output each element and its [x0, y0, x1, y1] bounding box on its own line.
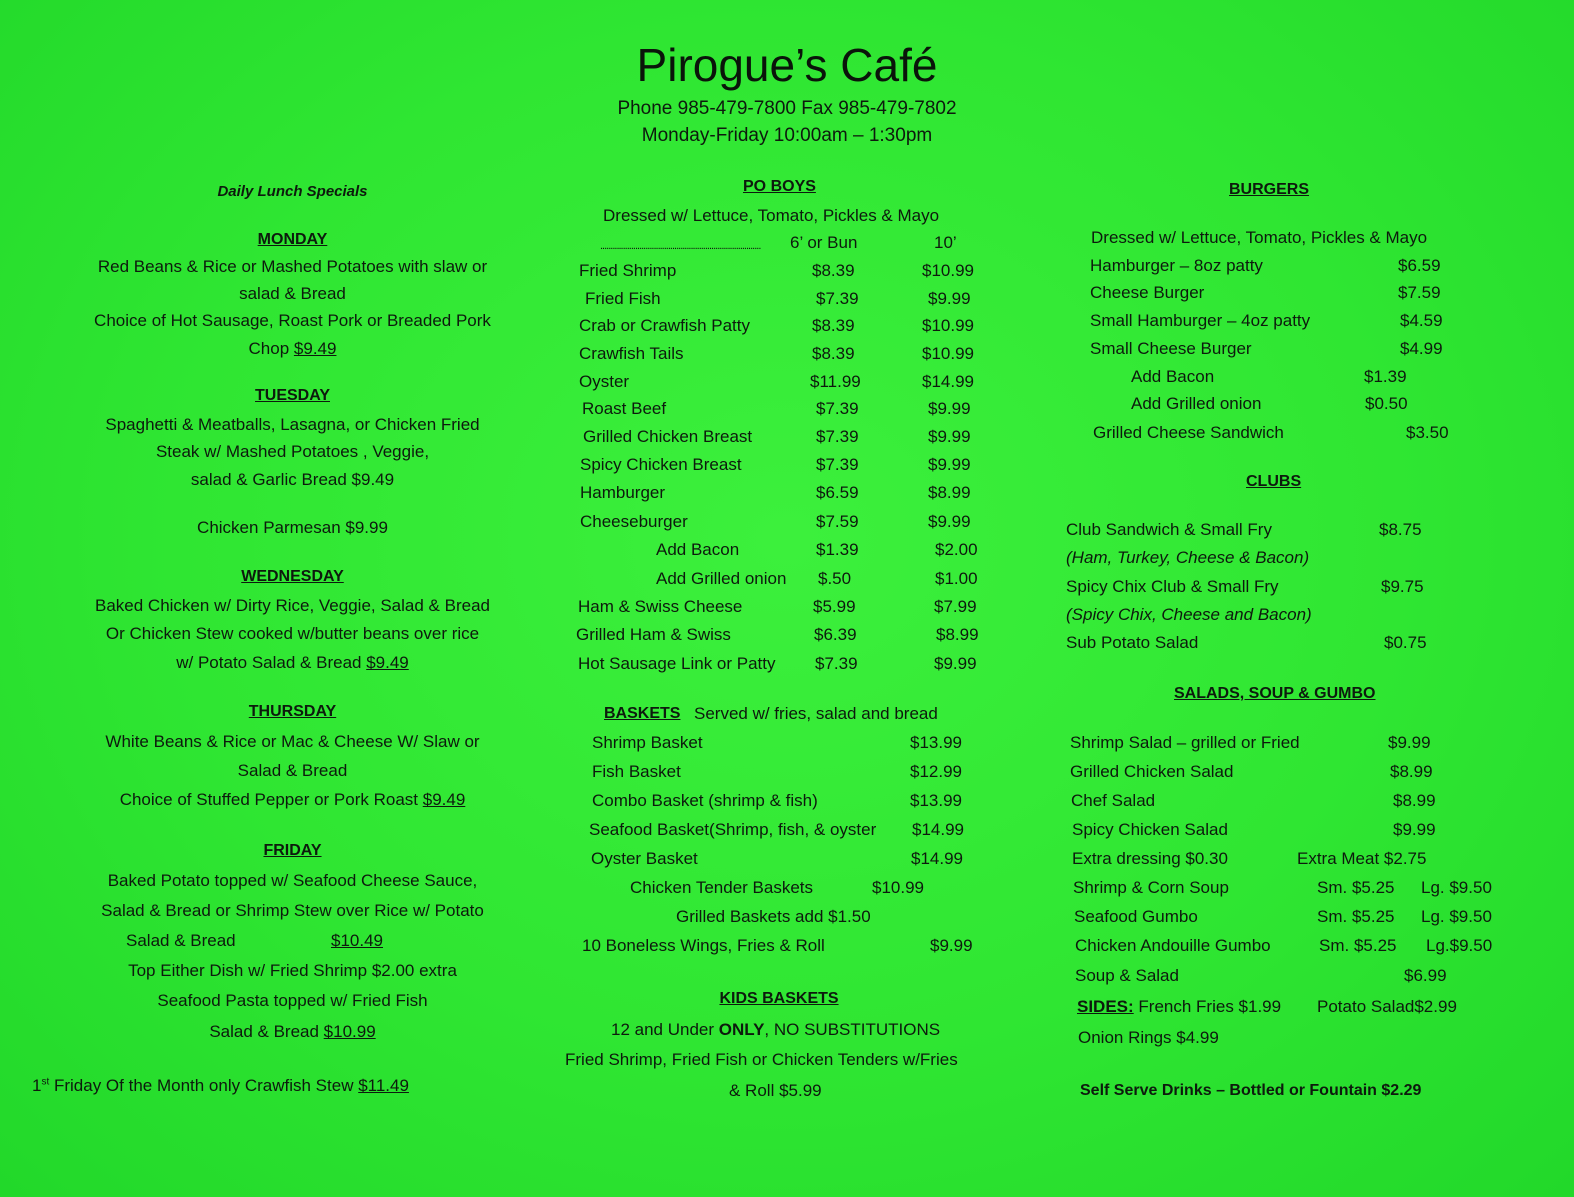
poboy-name: Fried Fish	[585, 289, 661, 308]
poboy-large-price: $10.99	[922, 261, 974, 280]
burger-name: Hamburger – 8oz patty	[1090, 256, 1263, 275]
poboy-large-price: $10.99	[922, 344, 974, 363]
friday-pasta-price: $10.99	[323, 1022, 376, 1041]
poboy-name: Crawfish Tails	[579, 344, 684, 363]
poboy-large-price: $8.99	[928, 483, 971, 502]
poboy-name: Grilled Chicken Breast	[583, 427, 753, 446]
wings-price: $9.99	[930, 936, 973, 955]
poboy-name: Crab or Crawfish Patty	[579, 316, 750, 335]
basket-price: $13.99	[910, 733, 962, 752]
poboy-small-price: $6.59	[816, 483, 859, 502]
tender-basket-price: $10.99	[872, 878, 924, 897]
basket-price: $13.99	[910, 791, 962, 810]
soup-name: Shrimp & Corn Soup	[1073, 878, 1229, 897]
poboy-name: Spicy Chicken Breast	[580, 455, 742, 474]
salad-name: Shrimp Salad – grilled or Fried	[1070, 733, 1300, 752]
friday-price: $10.49	[331, 931, 383, 950]
monday-price: $9.49	[293, 339, 337, 358]
burger-price: $6.59	[1398, 256, 1441, 275]
wednesday-price: $9.49	[366, 653, 409, 672]
burger-price: $4.99	[1400, 339, 1443, 358]
burgers-heading: BURGERS	[1229, 181, 1310, 198]
burger-add-bacon-price: $1.39	[1364, 367, 1407, 386]
hours: Monday-Friday 10:00am – 1:30pm	[641, 125, 933, 146]
poboys-heading: PO BOYS	[743, 178, 816, 195]
monday-chop: Chop	[248, 339, 294, 358]
poboy-large-price: $1.00	[935, 569, 978, 588]
wednesday-line: Baked Chicken w/ Dirty Rice, Veggie, Salad & Bread	[95, 596, 490, 615]
poboys-col-large: 10’	[934, 233, 957, 252]
basket-price: $12.99	[910, 762, 962, 781]
poboy-large-price: $10.99	[922, 316, 974, 335]
poboy-large-price: $9.99	[928, 427, 971, 446]
salad-price: $9.99	[1393, 820, 1436, 839]
poboy-small-price: $.50	[818, 569, 852, 588]
basket-name: Seafood Basket(Shrimp, fish, & oyster	[589, 820, 877, 839]
thursday-line	[30, 790, 555, 810]
wednesday-line: Or Chicken Stew cooked w/butter beans over rice	[105, 624, 480, 643]
salad-price: $8.99	[1390, 762, 1433, 781]
side-fries: French Fries $1.99	[1133, 997, 1282, 1016]
soup-large-price: Lg. $9.50	[1421, 907, 1492, 926]
basket-name: Shrimp Basket	[592, 733, 703, 752]
tuesday-heading: TUESDAY	[255, 387, 330, 404]
tender-basket-name: Chicken Tender Baskets	[630, 878, 814, 897]
sub-potato-salad-price: $0.75	[1384, 633, 1427, 652]
salad-price: $8.99	[1393, 791, 1436, 810]
club-price: $8.75	[1379, 520, 1422, 539]
poboy-small-price: $8.39	[812, 261, 855, 280]
poboy-small-price: $5.99	[813, 597, 856, 616]
burger-price: $7.59	[1398, 283, 1441, 302]
friday-line: Seafood Pasta topped w/ Fried Fish	[157, 991, 428, 1010]
first-friday-line	[32, 1076, 409, 1096]
basket-name: Fish Basket	[592, 762, 681, 781]
soup-large-price: Lg.$9.50	[1426, 936, 1493, 955]
poboy-large-price: $7.99	[934, 597, 977, 616]
club-name: Club Sandwich & Small Fry	[1066, 520, 1272, 539]
burger-add-onion: Add Grilled onion	[1131, 394, 1262, 413]
first-friday-sup: st	[41, 1076, 50, 1088]
friday-line: Top Either Dish w/ Fried Shrimp $2.00 extra	[128, 961, 457, 980]
poboy-small-price: $8.39	[812, 316, 855, 335]
first-friday-num: 1	[32, 1076, 42, 1095]
side-potato-salad: Potato Salad$2.99	[1317, 997, 1457, 1016]
kids-only: ONLY	[718, 1020, 765, 1039]
monday-line: Red Beans & Rice or Mashed Potatoes with slaw or	[97, 257, 488, 276]
wednesday-text: w/ Potato Salad & Bread	[176, 653, 367, 672]
soup-name: Seafood Gumbo	[1074, 907, 1198, 926]
poboy-small-price: $1.39	[816, 540, 859, 559]
grilled-baskets-addon: Grilled Baskets add $1.50	[676, 907, 871, 926]
poboy-name: Hot Sausage Link or Patty	[578, 654, 776, 673]
drinks-line: Self Serve Drinks – Bottled or Fountain $2.29	[1080, 1082, 1422, 1099]
baskets-served: Served w/ fries, salad and bread	[694, 704, 938, 723]
basket-price: $14.99	[911, 849, 963, 868]
poboys-dots: ..............................................................................	[600, 240, 761, 252]
friday-line: Salad & Bread	[126, 931, 236, 950]
friday-heading: FRIDAY	[263, 842, 322, 859]
poboy-small-price: $7.39	[815, 654, 858, 673]
club-note: (Ham, Turkey, Cheese & Bacon)	[1066, 548, 1310, 567]
burger-name: Small Cheese Burger	[1090, 339, 1252, 358]
salad-name: Spicy Chicken Salad	[1072, 820, 1228, 839]
thursday-line: White Beans & Rice or Mac & Cheese W/ Slaw or	[105, 732, 480, 751]
monday-line: Choice of Hot Sausage, Roast Pork or Breaded Pork	[94, 311, 491, 330]
tuesday-line: Steak w/ Mashed Potatoes , Veggie,	[155, 442, 430, 461]
tuesday-line: salad & Garlic Bread $9.49	[190, 470, 395, 489]
soup-large-price: Lg. $9.50	[1421, 878, 1492, 897]
club-name: Spicy Chix Club & Small Fry	[1066, 577, 1279, 596]
thursday-line: Salad & Bread	[237, 761, 348, 780]
burgers-dressed: Dressed w/ Lettuce, Tomato, Pickles & Mayo	[1091, 228, 1428, 247]
tuesday-line: Spaghetti & Meatballs, Lasagna, or Chicken Fried	[105, 415, 480, 434]
poboy-small-price: $7.59	[816, 512, 859, 531]
poboy-name: Fried Shrimp	[579, 261, 677, 280]
burger-name: Cheese Burger	[1090, 283, 1205, 302]
sides-label: SIDES:	[1077, 997, 1134, 1016]
first-friday-price: $11.49	[358, 1076, 409, 1095]
salad-name: Grilled Chicken Salad	[1070, 762, 1234, 781]
poboy-small-price: $7.39	[816, 399, 859, 418]
daily-specials-heading: Daily Lunch Specials	[217, 183, 368, 200]
poboy-small-price: $6.39	[814, 625, 857, 644]
poboy-large-price: $9.99	[928, 399, 971, 418]
soup-small-price: Sm. $5.25	[1317, 878, 1395, 897]
poboy-name: Add Grilled onion	[656, 569, 787, 588]
extra-dressing: Extra dressing $0.30	[1072, 849, 1228, 868]
kids-options: Fried Shrimp, Fried Fish or Chicken Tenders w/Fries	[565, 1050, 958, 1069]
basket-name: Combo Basket (shrimp & fish)	[592, 791, 818, 810]
poboy-large-price: $9.99	[934, 654, 977, 673]
poboy-name: Cheeseburger	[580, 512, 688, 531]
club-price: $9.75	[1381, 577, 1424, 596]
cafe-title: Pirogue’s Café	[636, 39, 938, 91]
thursday-heading: THURSDAY	[248, 703, 337, 720]
friday-line: Baked Potato topped w/ Seafood Cheese Sauce,	[107, 871, 478, 890]
soup-small-price: Sm. $5.25	[1317, 907, 1395, 926]
phone-fax: Phone 985-479-7800 Fax 985-479-7802	[617, 98, 957, 119]
poboy-name: Hamburger	[580, 483, 666, 502]
monday-heading: MONDAY	[257, 231, 328, 248]
grilled-cheese-name: Grilled Cheese Sandwich	[1093, 423, 1284, 442]
clubs-heading: CLUBS	[1246, 473, 1302, 490]
friday-text: Salad & Bread	[209, 1022, 324, 1041]
poboy-large-price: $2.00	[935, 540, 978, 559]
salad-name: Chef Salad	[1071, 791, 1156, 810]
sub-potato-salad: Sub Potato Salad	[1066, 633, 1199, 652]
soup-salad-price: $6.99	[1404, 966, 1447, 985]
sides-line	[1077, 997, 1281, 1017]
thursday-text: Choice of Stuffed Pepper or Pork Roast	[119, 790, 423, 809]
monday-line: salad & Bread	[239, 284, 346, 303]
soup-small-price: Sm. $5.25	[1319, 936, 1397, 955]
side-onion-rings: Onion Rings $4.99	[1078, 1028, 1219, 1047]
salads-heading: SALADS, SOUP & GUMBO	[1174, 685, 1376, 702]
friday-line	[30, 1022, 555, 1042]
poboy-large-price: $9.99	[928, 289, 971, 308]
soup-salad-name: Soup & Salad	[1075, 966, 1179, 985]
poboy-small-price: $7.39	[816, 427, 859, 446]
wednesday-heading: WEDNESDAY	[241, 568, 344, 585]
soup-name: Chicken Andouille Gumbo	[1075, 936, 1271, 955]
extra-meat: Extra Meat $2.75	[1297, 849, 1427, 868]
basket-price: $14.99	[912, 820, 964, 839]
kids-price: & Roll $5.99	[729, 1081, 822, 1100]
poboy-name: Roast Beef	[582, 399, 667, 418]
kids-no-subs: , NO SUBSTITUTIONS	[764, 1020, 941, 1039]
first-friday-text: Friday Of the Month only Crawfish Stew	[49, 1076, 359, 1095]
tuesday-parmesan: Chicken Parmesan $9.99	[197, 518, 388, 537]
burger-name: Small Hamburger – 4oz patty	[1090, 311, 1311, 330]
poboy-small-price: $7.39	[816, 289, 859, 308]
wings-name: 10 Boneless Wings, Fries & Roll	[582, 936, 825, 955]
burger-add-bacon: Add Bacon	[1131, 367, 1215, 386]
poboy-large-price: $14.99	[922, 372, 974, 391]
poboy-large-price: $9.99	[928, 455, 971, 474]
poboy-name: Ham & Swiss Cheese	[578, 597, 743, 616]
poboy-name: Grilled Ham & Swiss	[576, 625, 731, 644]
grilled-cheese-price: $3.50	[1406, 423, 1449, 442]
kids-heading: KIDS BASKETS	[719, 990, 839, 1007]
poboy-large-price: $8.99	[936, 625, 979, 644]
poboy-small-price: $8.39	[812, 344, 855, 363]
thursday-price: $9.49	[422, 790, 466, 809]
salad-price: $9.99	[1388, 733, 1431, 752]
poboy-name: Add Bacon	[656, 540, 740, 559]
burger-price: $4.59	[1400, 311, 1443, 330]
club-note: (Spicy Chix, Cheese and Bacon)	[1066, 605, 1312, 624]
poboy-large-price: $9.99	[928, 512, 971, 531]
poboys-col-small: 6’ or Bun	[790, 233, 858, 252]
baskets-heading: BASKETS	[604, 705, 681, 722]
basket-name: Oyster Basket	[591, 849, 698, 868]
friday-line: Salad & Bread or Shrimp Stew over Rice w/ Potato	[101, 901, 484, 920]
poboy-name: Oyster	[579, 372, 630, 391]
monday-line	[30, 339, 555, 359]
kids-rule	[611, 1020, 940, 1040]
poboy-small-price: $11.99	[810, 372, 861, 391]
burger-add-onion-price: $0.50	[1365, 394, 1408, 413]
poboys-dressed: Dressed w/ Lettuce, Tomato, Pickles & Mayo	[603, 206, 940, 225]
kids-age: 12 and Under	[611, 1020, 719, 1039]
wednesday-line	[30, 653, 555, 673]
poboy-small-price: $7.39	[816, 455, 859, 474]
